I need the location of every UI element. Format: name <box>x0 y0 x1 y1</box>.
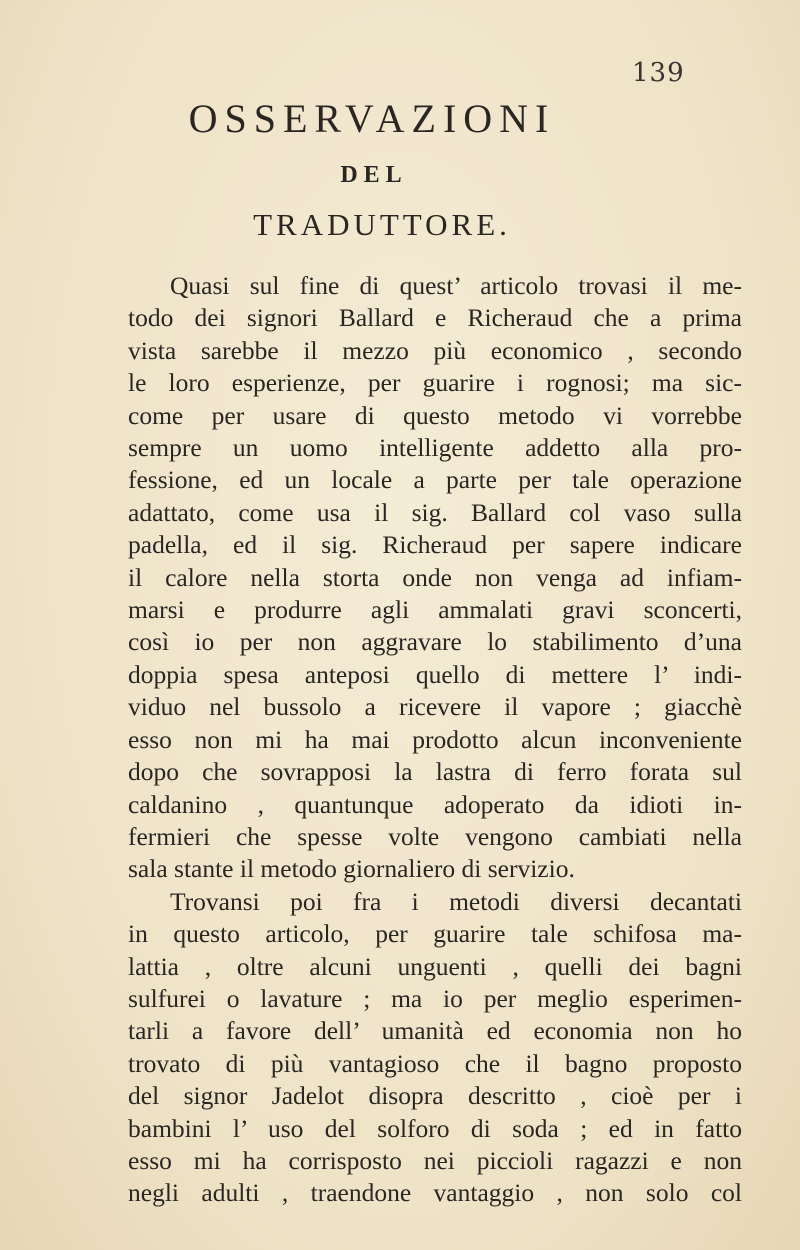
text-line: tarli a favore dell’ umanità ed economia non ho <box>128 1016 742 1046</box>
text-line: sala stante il metodo giornaliero di servizio. <box>128 854 575 884</box>
text-line: padella, ed il sig. Richeraud per sapere indicare <box>128 530 742 560</box>
text-line: viduo nel bussolo a ricevere il vapore ; giacchè <box>128 692 742 722</box>
text-line: Trovansi poi fra i metodi diversi decantati <box>170 886 742 916</box>
text-line: le loro esperienze, per guarire i rognosi; ma sic- <box>128 368 742 398</box>
text-line: così io per non aggravare lo stabilimento d’una <box>128 627 742 657</box>
text-line: caldanino , quantunque adoperato da idioti in- <box>128 789 742 819</box>
paragraph-1 <box>128 270 742 886</box>
text-line: fessione, ed un locale a parte per tale operazione <box>128 465 742 495</box>
text-line: esso non mi ha mai prodotto alcun inconveniente <box>128 724 742 754</box>
text-line: marsi e produrre agli ammalati gravi sconcerti, <box>128 595 742 625</box>
page-number: 139 <box>632 58 685 88</box>
text-line: Quasi sul fine di quest’ articolo trovasi il me- <box>170 271 742 300</box>
text-line: vista sarebbe il mezzo più economico , secondo <box>128 335 742 365</box>
text-line: trovato di più vantagioso che il bagno proposto <box>128 1048 742 1078</box>
text-line: adattato, come usa il sig. Ballard col vaso sulla <box>128 497 742 527</box>
text-line: sempre un uomo intelligente addetto alla pro- <box>128 433 742 463</box>
text-line: bambini l’ uso del solforo di soda ; ed in fatto <box>128 1113 742 1143</box>
text-line: todo dei signori Ballard e Richeraud che a prima <box>128 303 742 333</box>
text-line: negli adulti , traendone vantaggio , non solo col <box>128 1178 742 1208</box>
text-line: doppia spesa anteposi quello di mettere l’ indi- <box>128 659 742 689</box>
text-line: come per usare di questo metodo vi vorrebbe <box>128 400 742 430</box>
paragraph-2 <box>128 886 742 1210</box>
text-line: del signor Jadelot disopra descritto , cioè per i <box>128 1081 742 1111</box>
text-line: esso mi ha corrisposto nei piccioli ragazzi e non <box>128 1145 742 1175</box>
text-line: sulfurei o lavature ; ma io per meglio esperimen- <box>128 983 742 1013</box>
text-line: in questo articolo, per guarire tale schifosa ma- <box>128 919 742 949</box>
text-line: lattia , oltre alcuni unguenti , quelli dei bagni <box>128 951 742 981</box>
text-line: dopo che sovrapposi la lastra di ferro forata sul <box>128 757 742 787</box>
body-text <box>128 270 742 1210</box>
text-line: il calore nella storta onde non venga ad infiam- <box>128 562 742 592</box>
text-line: fermieri che spesse volte vengono cambiati nella <box>128 821 742 851</box>
section-title: OSSERVAZIONI <box>188 96 556 141</box>
section-subtitle-del: DEL <box>340 162 408 188</box>
section-subtitle-translator: TRADUTTORE. <box>253 207 511 242</box>
